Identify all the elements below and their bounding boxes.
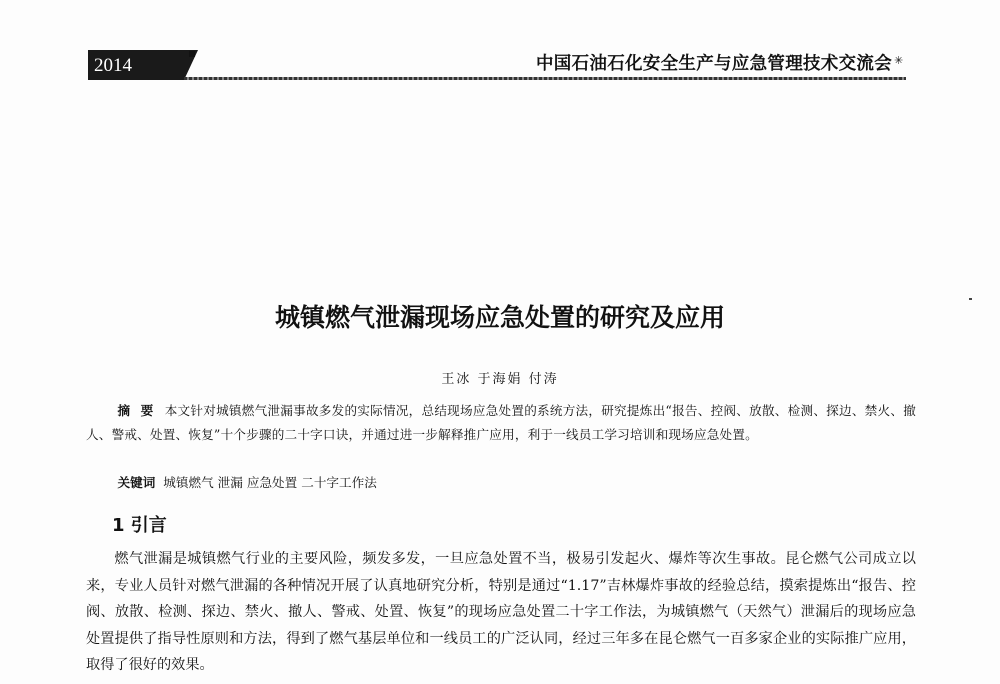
header-square-icon: ▪ bbox=[188, 46, 197, 60]
keywords-text: 城镇燃气 泄漏 应急处置 二十字工作法 bbox=[163, 475, 377, 490]
conference-title: 中国石油石化安全生产与应急管理技术交流会 bbox=[536, 54, 892, 74]
header-star-icon: ✳ bbox=[894, 54, 904, 67]
abstract bbox=[86, 399, 916, 447]
keywords-label: 关键词 bbox=[117, 475, 156, 490]
page-header bbox=[88, 44, 908, 84]
introduction-paragraph: 燃气泄漏是城镇燃气行业的主要风险，频发多发，一旦应急处置不当，极易引发起火、爆炸等次生事故。昆仑燃气公司成立以来，专业人员针对燃气泄漏的各种情况开展了认真地研究分析，特别是通过“1.17”吉林爆炸事故的经验总结，摸索提炼出“报告、控阀、放散、检测、探边、禁火、撤人、警戒、处置、恢复”的现场应急处置二十字工作法，为城镇燃气（天然气）泄漏后的现场应急处置提供了指导性原则和方法，得到了燃气基层单位和一线员工的广泛认同，经过三年多在昆仑燃气一百多家企业的实际推广应用，取得了很好的效果。 bbox=[86, 551, 916, 673]
abstract-label: 摘 要 bbox=[117, 403, 157, 418]
abstract-text: 本文针对城镇燃气泄漏事故多发的实际情况，总结现场应急处置的系统方法，研究提炼出“报告、控阀、放散、检测、探边、禁火、撤人、警戒、处置、恢复”十个步骤的二十字口诀，并通过进一步解释推广应用，利于一线员工学习培训和现场应急处置。 bbox=[86, 403, 916, 442]
section-heading-introduction: 1 引言 bbox=[112, 515, 167, 536]
header-year: 2014 bbox=[94, 55, 132, 76]
keywords bbox=[86, 471, 916, 495]
paper-title: 城镇燃气泄漏现场应急处置的研究及应用 bbox=[274, 303, 725, 332]
header-rule bbox=[184, 77, 906, 80]
paper-authors: 王冰 于海娟 付涛 bbox=[441, 372, 559, 387]
scan-speck bbox=[969, 298, 972, 300]
